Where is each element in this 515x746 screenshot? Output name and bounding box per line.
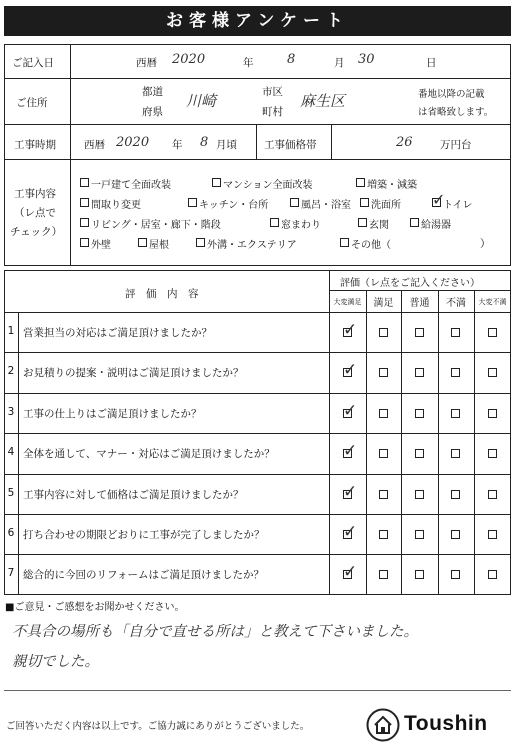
rating-checkbox[interactable] [415, 368, 424, 377]
construction-period-label: 工事時期 [14, 139, 56, 151]
work-option-label: 増築・減築 [367, 180, 417, 191]
rating-column-header: 大変不満 [478, 298, 507, 306]
page-title: お客様アンケート [4, 6, 511, 36]
rating-checkbox[interactable] [415, 328, 424, 337]
rating-checkbox[interactable] [488, 409, 497, 418]
work-option-checkbox[interactable] [270, 218, 279, 227]
work-option-checkbox[interactable] [80, 238, 89, 247]
rating-checkbox[interactable] [451, 368, 460, 377]
question-number: 4 [7, 446, 15, 459]
construction-period-month-suffix: 月頃 [216, 139, 237, 151]
rating-checkbox[interactable] [488, 368, 497, 377]
work-option-checkbox[interactable] [410, 218, 419, 227]
address-pref-value[interactable]: 川崎 [186, 92, 217, 110]
question-text: 全体を通して、マナー・対応はご満足頂けましたか？ [23, 448, 275, 461]
rating-checkbox[interactable] [488, 530, 497, 539]
work-option-label: 玄関 [369, 220, 389, 231]
address-pref-top: 都道 [142, 86, 163, 98]
work-option-label: マンション全面改装 [223, 180, 313, 191]
rating-checkbox[interactable] [451, 570, 460, 579]
entry-date-year[interactable]: 2020 [172, 52, 206, 67]
check-mark-icon: ✓ [343, 522, 358, 542]
entry-date-year-unit: 年 [243, 57, 254, 69]
rating-checkbox[interactable] [379, 490, 388, 499]
construction-period-year[interactable]: 2020 [116, 135, 150, 150]
comments-line2[interactable]: 親切でした。 [12, 654, 99, 670]
work-option-label: その他（ [351, 240, 391, 251]
check-mark-icon: ✓ [343, 562, 358, 583]
comments-label: ■ご意見・ご感想をお聞かせください。 [5, 602, 185, 613]
rating-checkbox[interactable] [451, 530, 460, 539]
check-mark-icon: ✓ [432, 190, 446, 209]
construction-period-year-unit: 年 [172, 139, 183, 151]
work-option-label: 一戸建て全面改装 [91, 180, 171, 191]
address-pref-bottom: 府県 [142, 106, 163, 118]
construction-period-era: 西暦 [84, 139, 105, 151]
work-option-label: 外溝・エクステリア [207, 240, 297, 251]
work-option-checkbox[interactable] [80, 218, 89, 227]
company-logo [366, 708, 506, 742]
rating-checkbox[interactable] [415, 530, 424, 539]
rating-checkbox[interactable] [379, 530, 388, 539]
rating-checkbox[interactable] [451, 409, 460, 418]
rating-checkbox[interactable] [379, 328, 388, 337]
rating-checkbox[interactable] [415, 409, 424, 418]
entry-date-month[interactable]: 8 [287, 52, 296, 67]
rating-checkbox[interactable] [379, 570, 388, 579]
question-number: 6 [7, 527, 15, 539]
address-label: ご住所 [16, 97, 48, 109]
logo-text: Toushin [404, 712, 488, 735]
rating-checkbox[interactable] [379, 449, 388, 458]
check-mark-icon: ✓ [343, 441, 358, 462]
work-option-label: トイレ [443, 200, 473, 211]
address-city-bottom: 町村 [262, 106, 283, 118]
work-option-checkbox[interactable] [360, 198, 369, 207]
question-text: 総合的に今回のリフォームはご満足頂けましたか？ [23, 569, 264, 582]
rating-column-header: 不満 [446, 298, 466, 309]
question-number: 5 [7, 486, 15, 499]
work-option-checkbox[interactable] [138, 238, 147, 247]
check-mark-icon: ✓ [343, 400, 358, 421]
work-content-label-2: （レ点で [14, 207, 56, 219]
rating-checkbox[interactable] [415, 570, 424, 579]
rating-checkbox[interactable] [488, 570, 497, 579]
rating-column-header: 大変満足 [333, 298, 362, 306]
work-option-checkbox[interactable] [80, 178, 89, 187]
work-option-label: 外壁 [91, 240, 111, 251]
work-option-checkbox[interactable] [290, 198, 299, 207]
rating-checkbox[interactable] [415, 490, 424, 499]
entry-date-day-unit: 日 [426, 57, 437, 69]
question-number: 2 [7, 365, 15, 378]
evaluation-header-label: 評 価 内 容 [125, 288, 199, 300]
rating-checkbox[interactable] [488, 449, 497, 458]
work-option-checkbox[interactable] [212, 178, 221, 187]
rating-checkbox[interactable] [451, 328, 460, 337]
address-note-line1: 番地以降の記載 [418, 89, 485, 100]
address-note-line2: は省略致します。 [418, 107, 494, 118]
work-option-checkbox[interactable] [188, 198, 197, 207]
footer-text: ご回答いただく内容は以上です。ご協力誠にありがとうございました。 [6, 721, 310, 732]
work-option-label: 窓まわり [281, 220, 321, 231]
work-option-label: 屋根 [149, 240, 169, 251]
work-option-checkbox[interactable] [356, 178, 365, 187]
rating-checkbox[interactable] [451, 449, 460, 458]
rating-checkbox[interactable] [379, 409, 388, 418]
work-option-label: 間取り変更 [91, 200, 141, 211]
check-mark-icon: ✓ [343, 481, 358, 502]
question-number: 1 [7, 325, 15, 337]
work-option-label: 風呂・浴室 [301, 200, 351, 211]
work-content-label-1: 工事内容 [14, 188, 56, 200]
address-city-top: 市区 [262, 86, 283, 98]
question-text: お見積りの提案・説明はご満足頂けましたか？ [23, 367, 244, 380]
check-mark-icon: ✓ [343, 320, 358, 340]
question-text: 工事の仕上りはご満足頂けましたか？ [23, 407, 202, 420]
price-range-value[interactable]: 26 [396, 135, 413, 150]
question-text: 打ち合わせの期限どおりに工事が完了しましたか？ [23, 529, 265, 541]
entry-date-month-unit: 月 [334, 57, 345, 69]
house-logo-icon [366, 708, 400, 742]
price-range-unit: 万円台 [440, 139, 472, 151]
work-option-checkbox[interactable] [340, 238, 349, 247]
check-mark-icon: ✓ [343, 360, 358, 381]
entry-date-day[interactable]: 30 [358, 52, 375, 67]
rating-checkbox[interactable] [415, 449, 424, 458]
work-content-label-3: チェック） [10, 226, 63, 238]
work-option-checkbox[interactable] [358, 218, 367, 227]
work-option-checkbox[interactable] [196, 238, 205, 247]
entry-date-label: ご記入日 [12, 57, 54, 69]
price-range-label: 工事価格帯 [264, 139, 317, 151]
question-text: 工事内容に対して価格はご満足頂けましたか？ [23, 488, 244, 501]
address-city-value[interactable]: 麻生区 [300, 92, 346, 110]
work-option-checkbox[interactable] [80, 198, 89, 207]
question-text: 営業担当の対応はご満足頂けましたか？ [23, 327, 212, 339]
rating-column-header: 普通 [409, 298, 430, 309]
construction-period-month[interactable]: 8 [200, 135, 209, 150]
work-option-label: リビング・居室・廊下・階段 [91, 220, 221, 231]
rating-header: 評価（レ点をご記入ください） [340, 278, 480, 289]
rating-checkbox[interactable] [451, 490, 460, 499]
comments-line1[interactable]: 不具合の場所も「自分で直せる所は」と教えて下さいました。 [12, 624, 418, 640]
rating-checkbox[interactable] [488, 328, 497, 337]
question-number: 7 [7, 567, 15, 580]
rating-checkbox[interactable] [488, 490, 497, 499]
work-option-label: キッチン・台所 [199, 200, 269, 211]
question-number: 3 [7, 405, 15, 418]
rating-column-header: 満足 [373, 298, 394, 309]
rating-checkbox[interactable] [379, 368, 388, 377]
entry-date-era: 西暦 [136, 57, 157, 69]
work-option-label: 洗面所 [371, 200, 401, 211]
work-option-label: 給湯器 [421, 220, 451, 231]
work-other-close: ） [480, 238, 491, 250]
